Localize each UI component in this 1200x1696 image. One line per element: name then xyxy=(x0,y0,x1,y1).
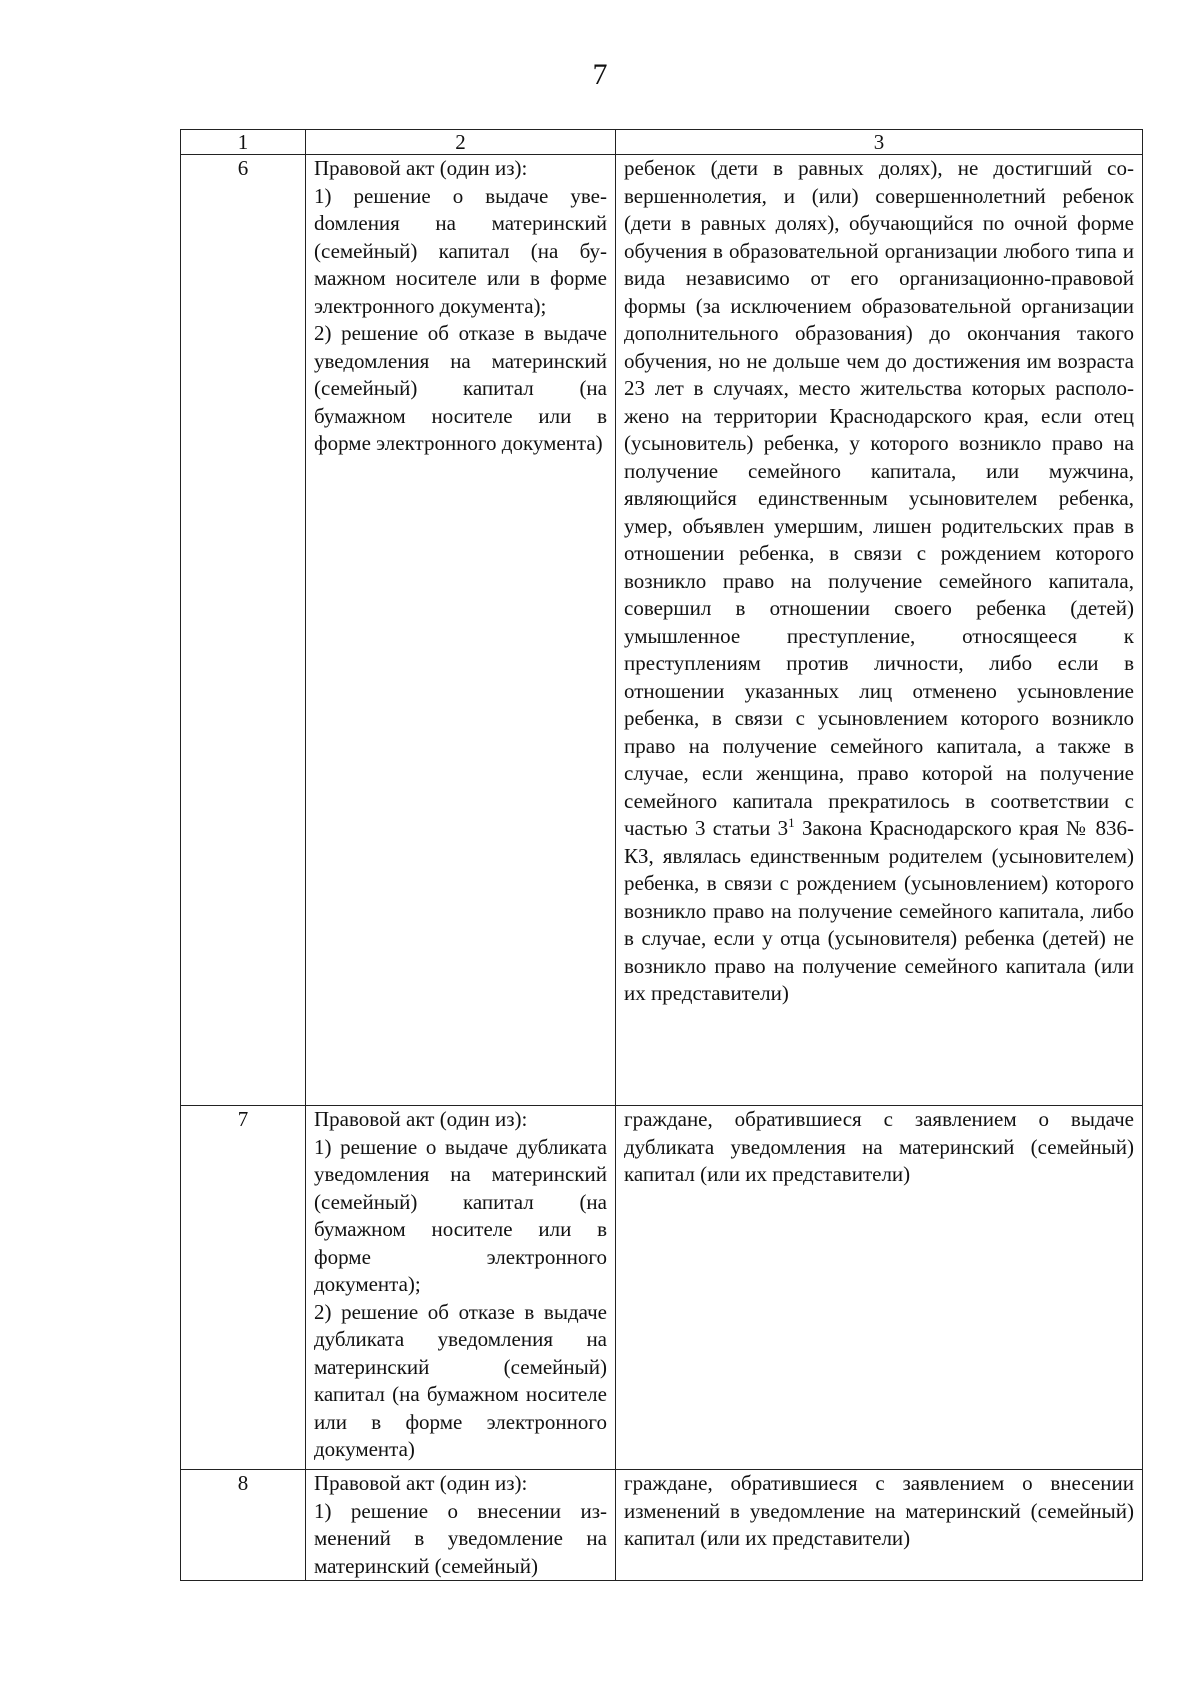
column-header-2: 2 xyxy=(306,130,616,155)
column-header-3: 3 xyxy=(616,130,1143,155)
table-row xyxy=(181,155,1143,1106)
table-header-row xyxy=(181,130,1143,155)
text-line: 1) решение о выдаче увеdомления на материнский (семейный) капитал (на бумажном носителе или в форме электронного документа); xyxy=(314,183,607,318)
row-number: 7 xyxy=(181,1106,306,1470)
result-document-text xyxy=(314,1106,607,1464)
applicants-cell xyxy=(616,1470,1143,1581)
result-document-cell xyxy=(306,1106,616,1470)
table-row xyxy=(181,1106,1143,1470)
text-line: 1) решение о выдаче дубликата уведомления на материнский (семейный) капитал (на бумажном носителе или в форме электронного документа); xyxy=(314,1134,607,1296)
result-document-cell xyxy=(306,155,616,1106)
applicants-cell xyxy=(616,155,1143,1106)
column-header-1: 1 xyxy=(181,130,306,155)
article-superscript: 1 xyxy=(788,815,795,830)
text-line: Правовой акт (один из): xyxy=(314,1107,528,1131)
text-line: Правовой акт (один из): xyxy=(314,1471,528,1495)
result-document-text xyxy=(314,1470,607,1580)
table-row xyxy=(181,1470,1143,1581)
applicants-cell xyxy=(616,1106,1143,1470)
result-document-text xyxy=(314,155,607,458)
row-number: 8 xyxy=(181,1470,306,1581)
text-line: 1) решение о внесении изменений в уведомление на материнский (семейный) xyxy=(314,1498,607,1578)
text-line: 2) решение об отказе в выдаче дубликата уведомления на материнский (семейный) капитал (на бумажном носителе или в форме электронного документа) xyxy=(314,1299,607,1461)
applicants-text-continued: Закона Краснодарского края № 836-КЗ, являлась единственным родителем (усыновителем) ребенка, в связи с рождением (усыновлением) которого возникло право на получение семейного капитала, либо в случае, если у отца (усыновителя) ребенка (детей) не возникло право на получение семейного капитала (или их представители) xyxy=(624,816,1134,1005)
services-table xyxy=(180,129,1143,1581)
applicants-text: граждане, обратившиеся с заявлением о внесении изменений в уведомление на материнский (семейный) капитал (или их представители) xyxy=(624,1471,1134,1550)
row-number: 6 xyxy=(181,155,306,1106)
applicants-text: ребенок (дети в равных долях), не достигший совершеннолетия, и (или) совершеннолетний ребенок (дети в равных долях), обучающийся по очной форме обучения в образовательной организации любого типа и вида независимо от его организационно-правовой формы (за исключением образовательной организации дополнительного образования) до окончания такого обучения, но не дольше чем до достижения им возраста 23 лет в случаях, место жительства которых расположено на территории Краснодарского края, если отец (усыновитель) ребенка, у которого возникло право на получение семейного капитала, или мужчина, являющийся единственным усыновителем ребенка, умер, объявлен умершим, лишен родительских прав в отношении ребенка, в связи с рождением которого возникло право на получение семейного капитала, совершил в отношении своего ребенка (детей) умышленное преступление, относящееся к преступлениям против личности, либо если в отношении указанных лиц отменено усыновление ребенка, в связи с усыновлением которого возникло право на получение семейного капитала, а также в случае, если женщина, право которой на получение семейного капитала прекратилось в соответствии с частью 3 статьи 3 xyxy=(624,156,1134,840)
page-number: 7 xyxy=(592,58,608,91)
text-line: 2) решение об отказе в выдаче уведомления на материнский (семейный) капитал (на бумажном носителе или в форме электронного документа) xyxy=(314,321,607,455)
text-line: Правовой акт (один из): xyxy=(314,156,528,180)
applicants-text: граждане, обратившиеся с заявлением о выдаче дубликата уведомления на материнский (семейный) капитал (или их представители) xyxy=(624,1107,1134,1186)
result-document-cell xyxy=(306,1470,616,1581)
